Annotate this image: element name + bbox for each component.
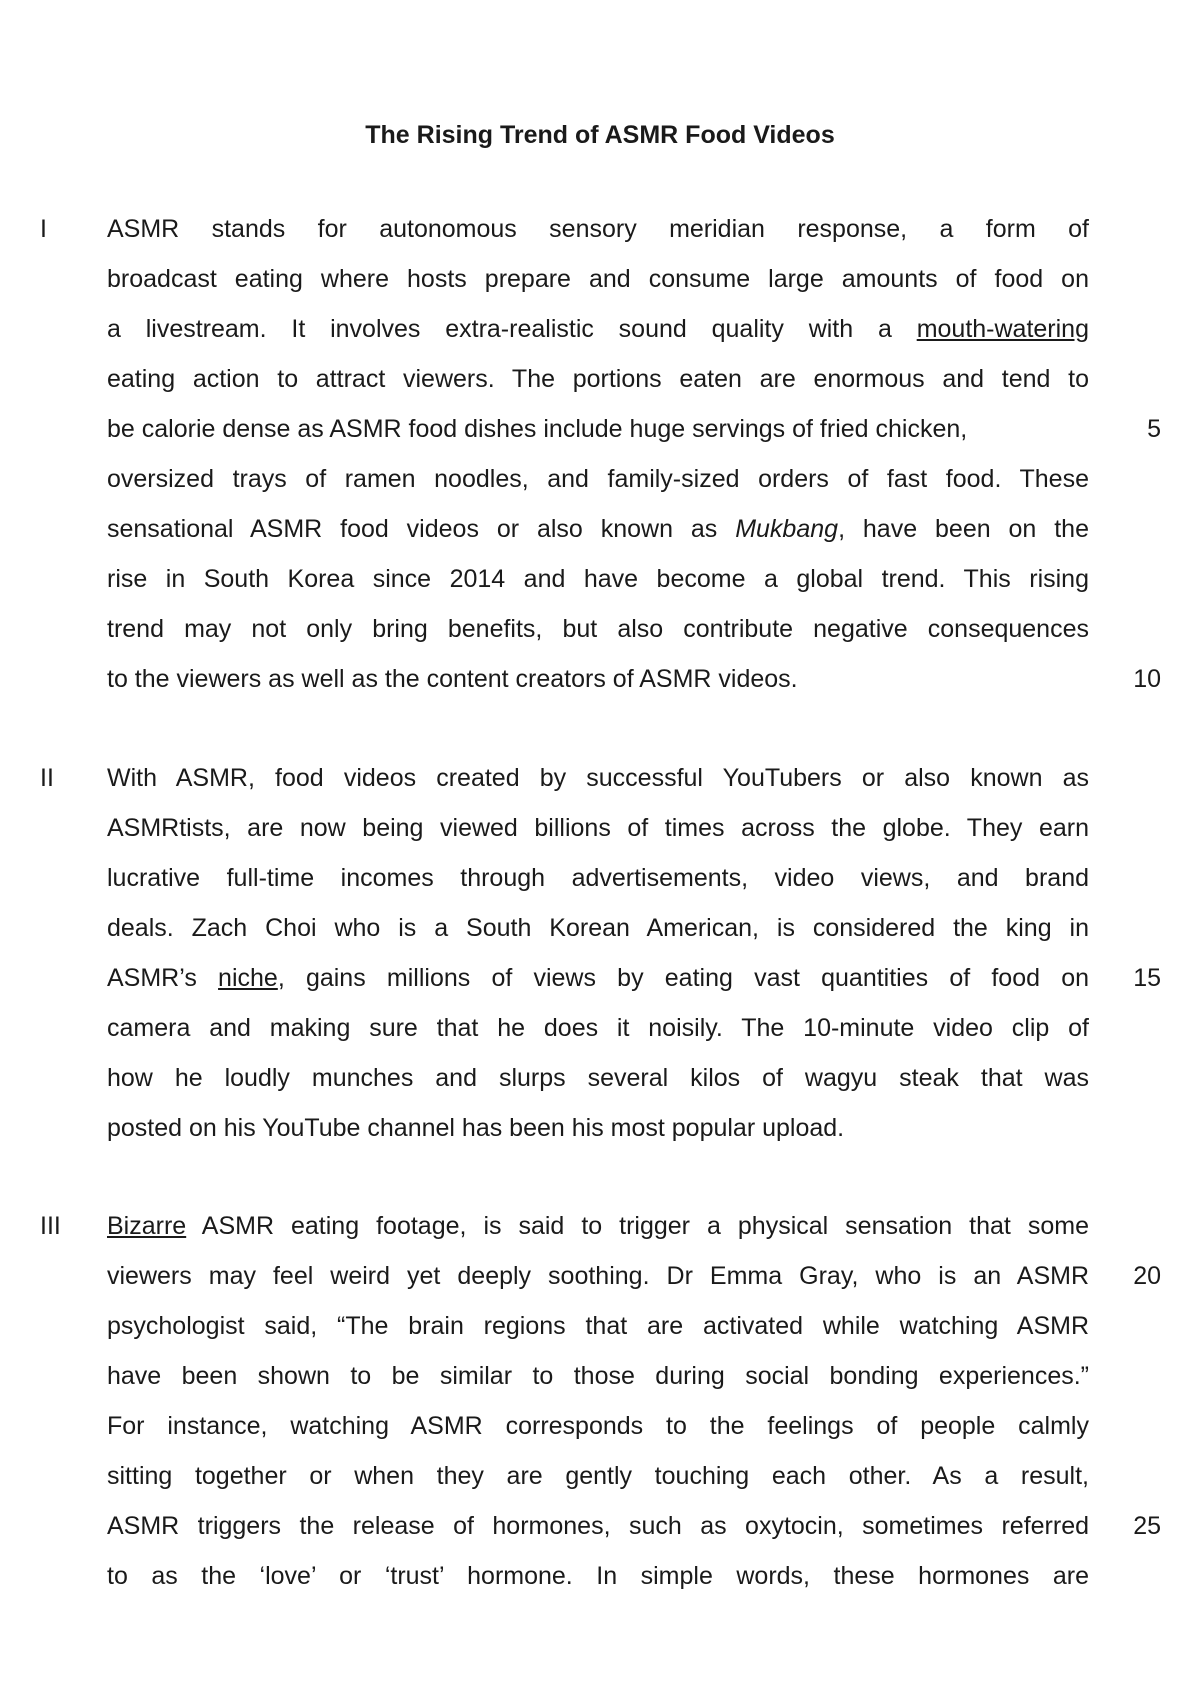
line-number: 15 (1133, 964, 1161, 992)
underlined-word: Bizarre (107, 1212, 187, 1240)
text-segment: be calorie dense as ASMR food dishes include huge servings of fried chicken, (107, 415, 968, 443)
underlined-word: niche (218, 964, 278, 992)
text-line: For instance, watching ASMR corresponds to the feelings of people calmly (107, 1412, 1089, 1440)
text-segment: a livestream. It involves extra-realistic sound quality with a (107, 315, 892, 343)
text-segment: ASMR eating footage, is said to trigger a physical sensation that some (186, 1212, 1089, 1240)
paragraph-number: III (40, 1212, 61, 1240)
paragraph-number: I (40, 215, 47, 243)
text-segment: ASMR triggers the release of hormones, such as oxytocin, sometimes referred (107, 1512, 1089, 1540)
text-line (107, 1251, 1161, 1301)
line-number: 10 (1133, 665, 1161, 693)
text-segment: viewers may feel weird yet deeply soothing. Dr Emma Gray, who is an ASMR (107, 1262, 1089, 1290)
text-line: deals. Zach Choi who is a South Korean American, is considered the king in (107, 914, 1089, 942)
line-number: 25 (1133, 1512, 1161, 1540)
text-line: trend may not only bring benefits, but also contribute negative consequences (107, 615, 1089, 643)
text-line: sitting together or when they are gently touching each other. As a result, (107, 1462, 1089, 1490)
text-line (107, 504, 1089, 554)
text-line: camera and making sure that he does it noisily. The 10-minute video clip of (107, 1014, 1089, 1042)
paragraph-body (107, 204, 1161, 704)
text-line (107, 304, 1089, 354)
text-line: have been shown to be similar to those during social bonding experiences.” (107, 1362, 1089, 1390)
text-segment: to the viewers as well as the content creators of ASMR videos. (107, 665, 798, 693)
text-line: ASMR stands for autonomous sensory meridian response, a form of (107, 215, 1089, 243)
paragraph-body (107, 1201, 1161, 1601)
text-segment: , have been on the (838, 515, 1089, 543)
text-line: rise in South Korea since 2014 and have become a global trend. This rising (107, 565, 1089, 593)
text-segment: sensational ASMR food videos or also known as (107, 515, 718, 543)
text-line: to as the ‘love’ or ‘trust’ hormone. In simple words, these hormones are (107, 1562, 1089, 1590)
text-line: psychologist said, “The brain regions that are activated while watching ASMR (107, 1312, 1089, 1340)
line-number: 5 (1147, 415, 1161, 443)
document-title: The Rising Trend of ASMR Food Videos (365, 121, 835, 149)
text-line: With ASMR, food videos created by successful YouTubers or also known as (107, 764, 1089, 792)
text-line: ASMRtists, are now being viewed billions of times across the globe. They earn (107, 814, 1089, 842)
paragraph-number: II (40, 764, 54, 792)
text-segment: , gains millions of views by eating vast quantities of food on (277, 964, 1090, 992)
text-line: posted on his YouTube channel has been his most popular upload. (107, 1114, 845, 1142)
paragraph-body (107, 753, 1161, 1153)
text-line: lucrative full-time incomes through advertisements, video views, and brand (107, 864, 1089, 892)
text-line (107, 953, 1161, 1003)
text-line (107, 1501, 1161, 1551)
text-line: eating action to attract viewers. The portions eaten are enormous and tend to (107, 365, 1089, 393)
text-segment: ASMR’s (107, 964, 197, 992)
line-number: 20 (1133, 1262, 1161, 1290)
text-line (107, 654, 1161, 704)
text-line: how he loudly munches and slurps several kilos of wagyu steak that was (107, 1064, 1089, 1092)
text-line (107, 404, 1161, 454)
text-line: broadcast eating where hosts prepare and consume large amounts of food on (107, 265, 1089, 293)
italic-word: Mukbang (735, 515, 839, 543)
text-line: oversized trays of ramen noodles, and family-sized orders of fast food. These (107, 465, 1089, 493)
text-line (107, 1201, 1089, 1251)
underlined-word: mouth-watering (916, 315, 1089, 343)
